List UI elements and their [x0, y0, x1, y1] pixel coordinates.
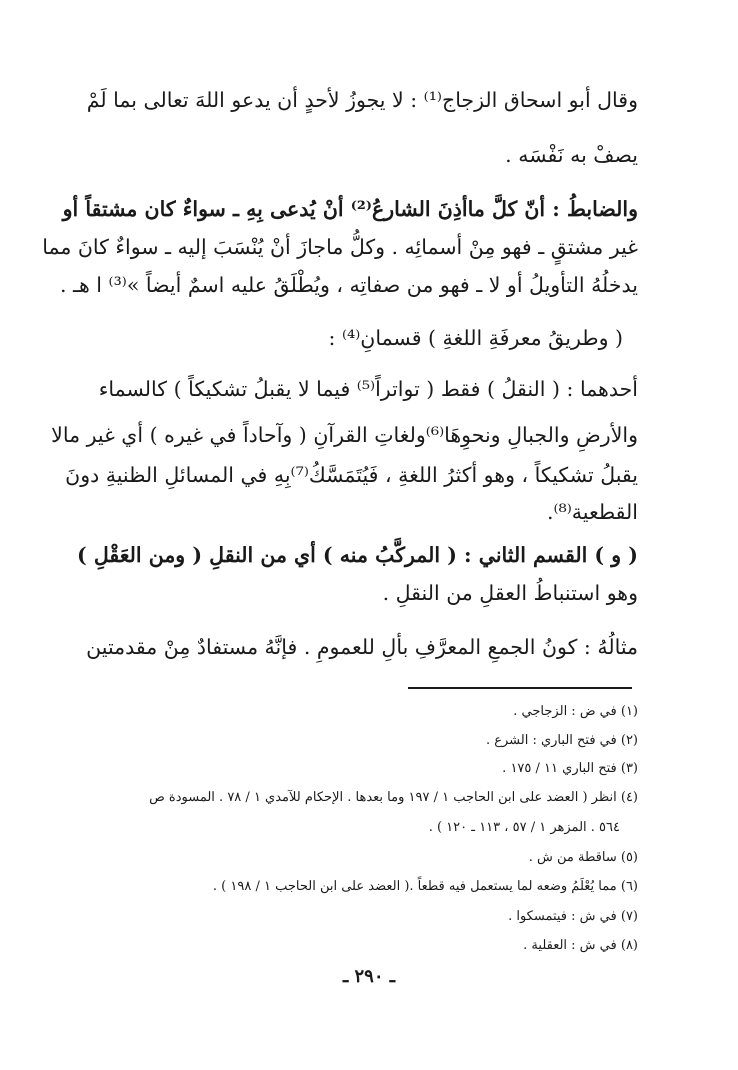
- text-line-5: يدخلُهُ التأويلُ أو لا ـ فهو من صفاتِه ، ويُطْلَقُ عليه اسمٌ أيضاً »⁽³⁾ ا هـ .: [59, 273, 638, 297]
- footnote-7: (٧) في ش : فيتمسكوا .: [508, 909, 638, 924]
- text-line-3: والضابطُ : أنّ كلَّ ماأذِنَ الشارعُ⁽²⁾ أنْ يُدعى بِهِ ـ سواءٌ كان مشتقاً أو: [62, 197, 638, 221]
- footnote-6: (٦) مما يُعْلَمُ وضعه لما يستعمل فيه قطعاً .( العضد على ابن الحاجب ١ / ١٩٨ ) .: [212, 879, 638, 894]
- text-line-11: ( و ) القسم الثاني : ( المركَّبُ منه ) أي من النقلِ ( ومن العَقْلِ ): [77, 543, 638, 567]
- text-line-9: يقبلُ تشكيكاً ، وهو أكثرُ اللغةِ ، فَيُتَمَسَّكُ⁽⁷⁾بِهِ في المسائلِ الظنيةِ دونَ: [65, 463, 638, 487]
- text-line-2: يصفْ به نَفْسَه .: [505, 143, 638, 167]
- footnote-divider: [408, 687, 632, 689]
- text-line-8: والأرضِ والجبالِ ونحوِهَا⁽⁶⁾ولغاتِ القرآنِ ( وآحاداً في غيره ) أي غير مالا: [51, 423, 638, 447]
- text-line-12: وهو استنباطُ العقلِ من النقلِ .: [382, 581, 638, 605]
- footnote-2: (٢) في فتح الباري : الشرع .: [485, 733, 638, 748]
- footnote-4-continued: ٥٦٤ . المزهر ١ / ٥٧ ، ١١٣ ـ ١٢٠ ) .: [428, 820, 620, 835]
- text-line-13: مثالُهُ : كونُ الجمعِ المعرَّفِ بألِ للعمومِ . فإنَّهُ مستفادٌ مِنْ مقدمتين: [86, 635, 638, 659]
- text-line-4: غير مشتقٍ ـ فهو مِنْ أسمائِه . وكلُّ ماجازَ أنْ يُنْسَبَ إليه ـ سواءٌ كانَ مما: [42, 235, 638, 259]
- text-line-6: ( وطريقُ معرفَةِ اللغةِ ) قسمانِ⁽⁴⁾ :: [328, 326, 623, 350]
- text-line-1: وقال أبو اسحاق الزجاج⁽¹⁾ : لا يجوزُ لأحدٍ أن يدعو اللهَ تعالى بما لَمْ: [86, 88, 638, 112]
- footnote-1: (١) في ض : الزجاجي .: [513, 704, 638, 719]
- text-line-10: القطعية⁽⁸⁾.: [546, 500, 638, 524]
- footnote-4: (٤) انظر ( العضد على ابن الحاجب ١ / ١٩٧ وما بعدها . الإحكام للآمدي ١ / ٧٨ . المسودة ص: [149, 790, 638, 805]
- page-number: ـ ٢٩٠ ـ: [342, 966, 396, 987]
- footnote-3: (٣) فتح الباري ١١ / ١٧٥ .: [502, 761, 638, 776]
- footnote-5: (٥) ساقطة من ش .: [528, 850, 638, 865]
- footnote-8: (٨) في ش : العقلية .: [523, 938, 638, 953]
- text-line-7: أحدهما : ( النقلُ ) فقط ( تواتراً⁽⁵⁾ فيما لا يقبلُ تشكيكاً ) كالسماء: [98, 377, 638, 401]
